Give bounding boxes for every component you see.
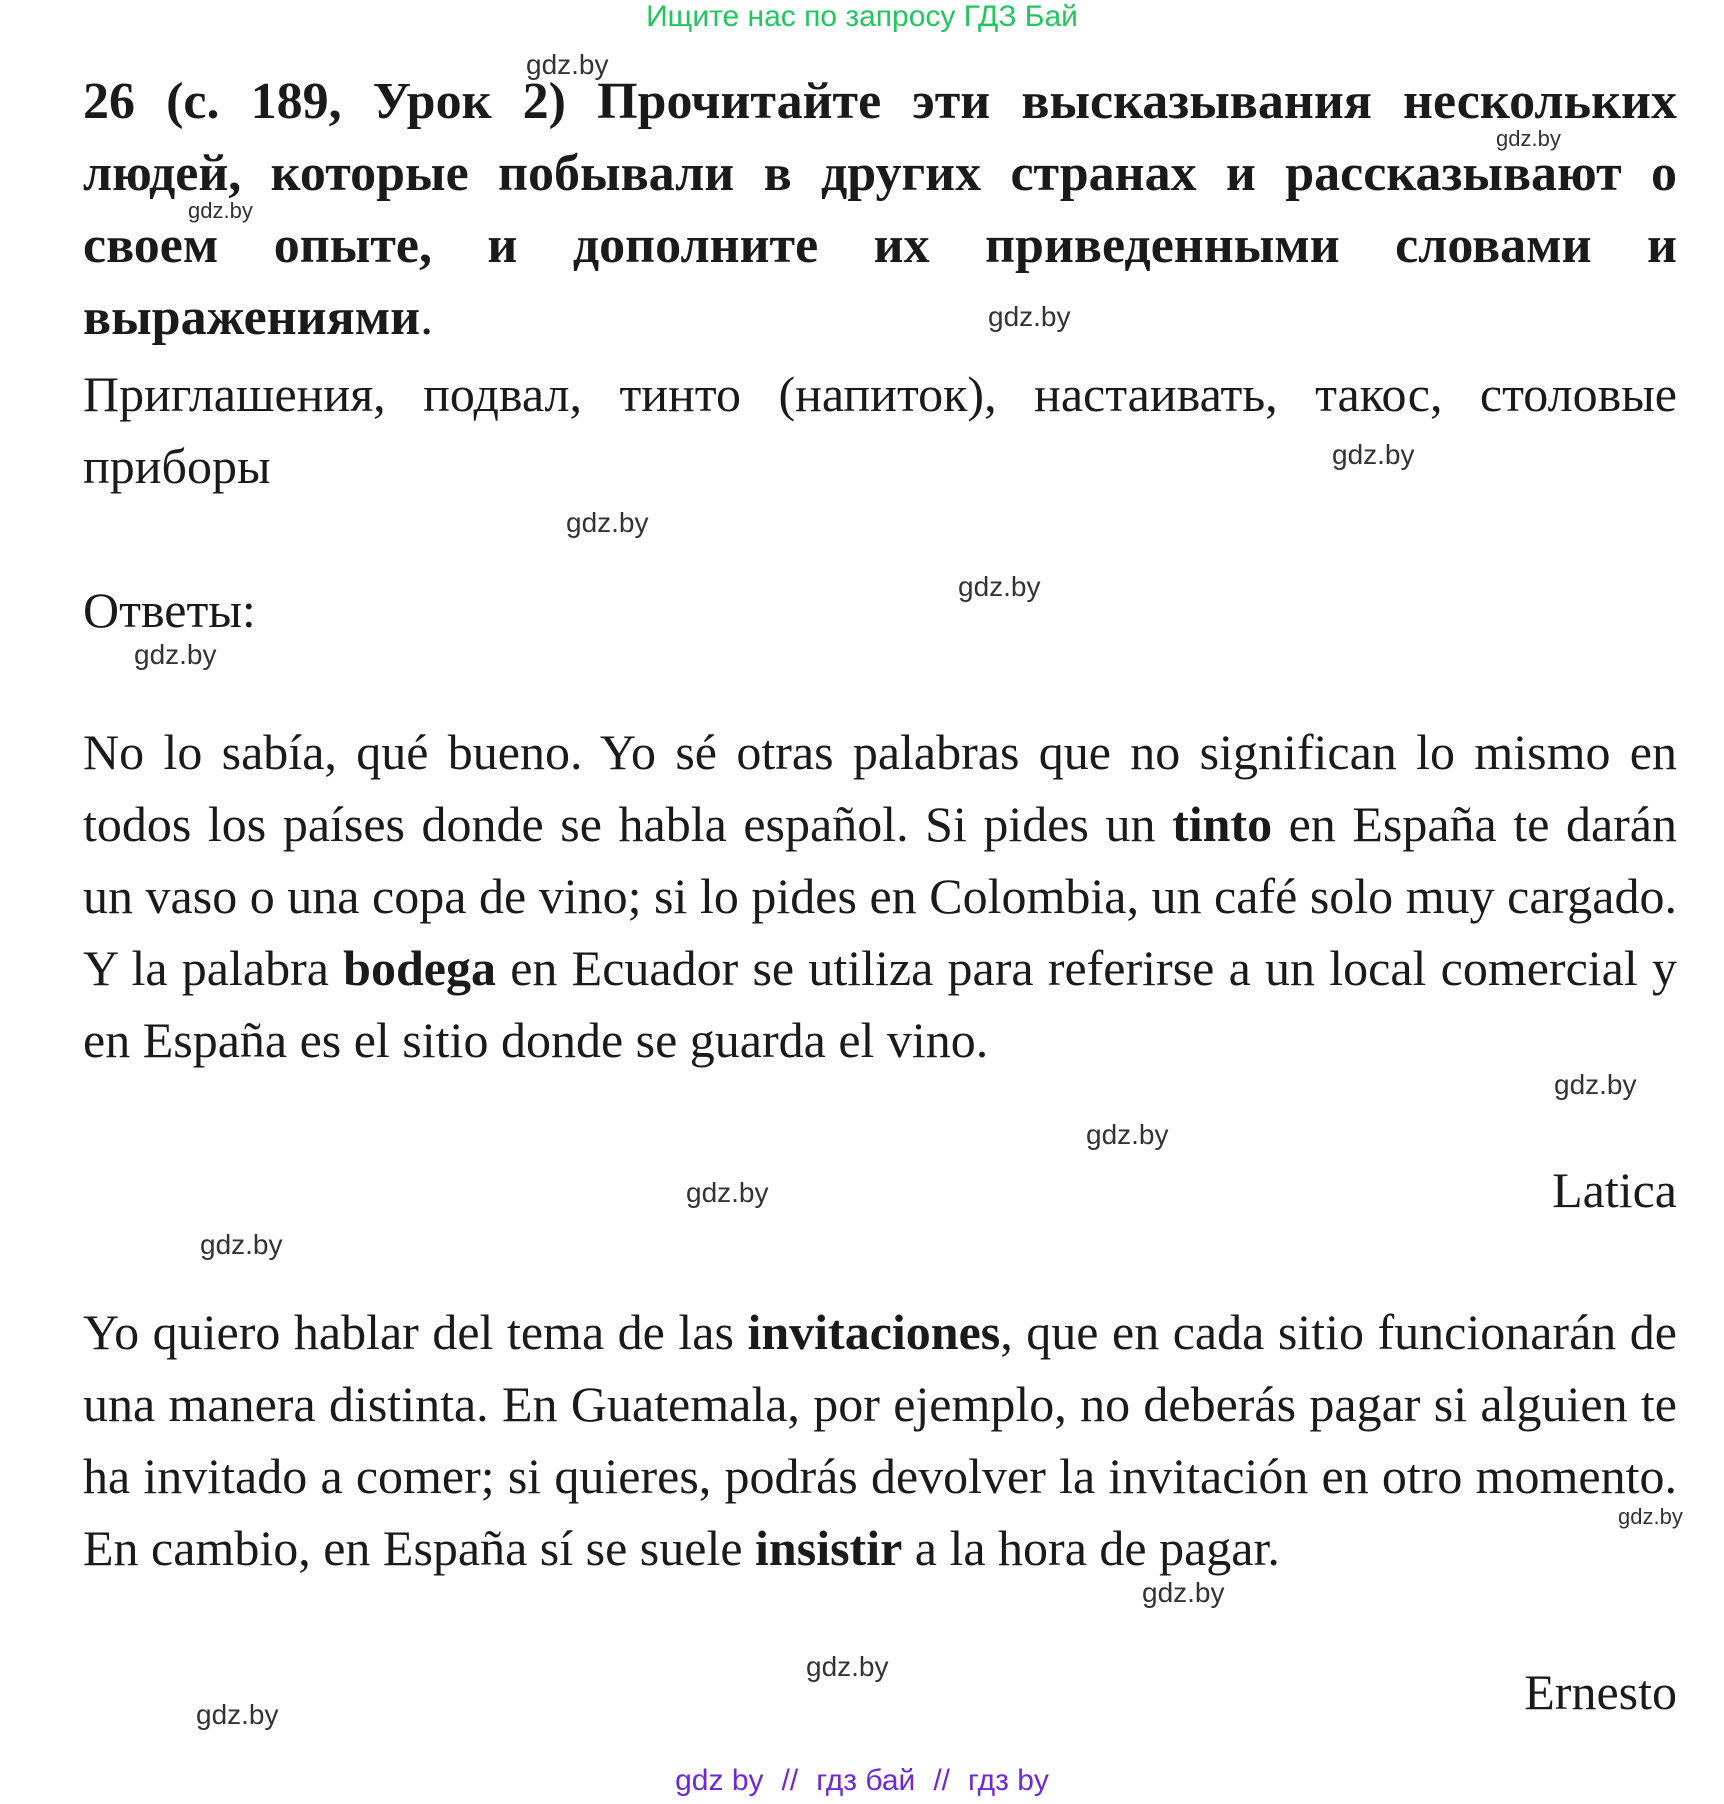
answer-paragraph-1 [83,716,1677,1076]
watermark: gdz.by [196,1699,279,1730]
watermark: gdz.by [200,1229,283,1260]
watermark: gdz.by [188,198,253,223]
watermark: gdz.by [1086,1119,1169,1150]
answer-paragraph-2 [83,1296,1677,1584]
watermark: gdz.by [988,301,1071,332]
watermark: gdz.by [566,507,649,538]
watermark: gdz.by [1142,1577,1225,1608]
paragraph-2-bold-1: invitaciones [747,1304,1001,1360]
paragraph-1-part-2: en España te darán un vaso o una copa de vino; si lo pides en Colombia, un café solo muy cargado. Y la palabra [83,796,1677,996]
watermark: gdz.by [134,639,217,670]
paragraph-1-bold-1: tinto [1172,796,1273,852]
watermark: gdz.by [686,1177,769,1208]
task-title [83,66,1677,354]
author-ernesto: Ernesto [1524,1664,1677,1720]
task-title-end: . [420,289,434,346]
footer-link-gdz-bai[interactable]: гдз бай [816,1764,916,1797]
footer-link-gdz-by-2[interactable]: гдз by [968,1764,1049,1797]
footer-link-gdz-by[interactable]: gdz by [675,1764,764,1797]
paragraph-2-bold-2: insistir [755,1520,903,1576]
paragraph-2-part-2: , que en cada sitio funcionarán de una manera distinta. En Guatemala, por ejemplo, no deberás pagar si alguien te ha invitado a comer; si quieres, podrás devolver la invitación en otro momento. En cambio, en España sí se suele [83,1304,1677,1576]
paragraph-1-part-3: en Ecuador se utiliza para referirse a un local comercial y en España es el sitio donde se guarda el vino. [83,940,1677,1068]
top-banner: Ищите нас по запросу ГДЗ Бай [646,0,1078,33]
footer [0,1764,1724,1798]
word-list: Приглашения, подвал, тинто (напиток), настаивать, такос, столовые приборы [83,366,1677,494]
watermark: gdz.by [806,1651,889,1682]
paragraph-1-part-1: No lo sabía, qué bueno. Yo sé otras palabras que no significan lo mismo en todos los países donde se habla español. Si pides un [83,724,1677,852]
watermark: gdz.by [1496,126,1561,151]
footer-separator: // [933,1764,950,1797]
author-latica: Latica [1552,1162,1677,1218]
paragraph-2-part-1: Yo quiero hablar del tema de las [83,1304,748,1360]
footer-separator: // [781,1764,799,1797]
watermark: gdz.by [958,571,1041,602]
paragraph-2-part-3: a la hora de pagar. [902,1520,1280,1576]
watermark: gdz.by [1332,439,1415,470]
paragraph-1-bold-2: bodega [343,940,496,996]
watermark: gdz.by [1618,1504,1683,1529]
task-title-text: 26 (с. 189, Урок 2) Прочитайте эти высказывания нескольких людей, которые побывали в других странах и рассказывают о своем опыте, и дополните их приведенными словами и выражениями [83,73,1677,346]
watermark: gdz.by [526,49,609,80]
answers-label: Ответы: [83,582,256,638]
watermark: gdz.by [1554,1069,1637,1100]
